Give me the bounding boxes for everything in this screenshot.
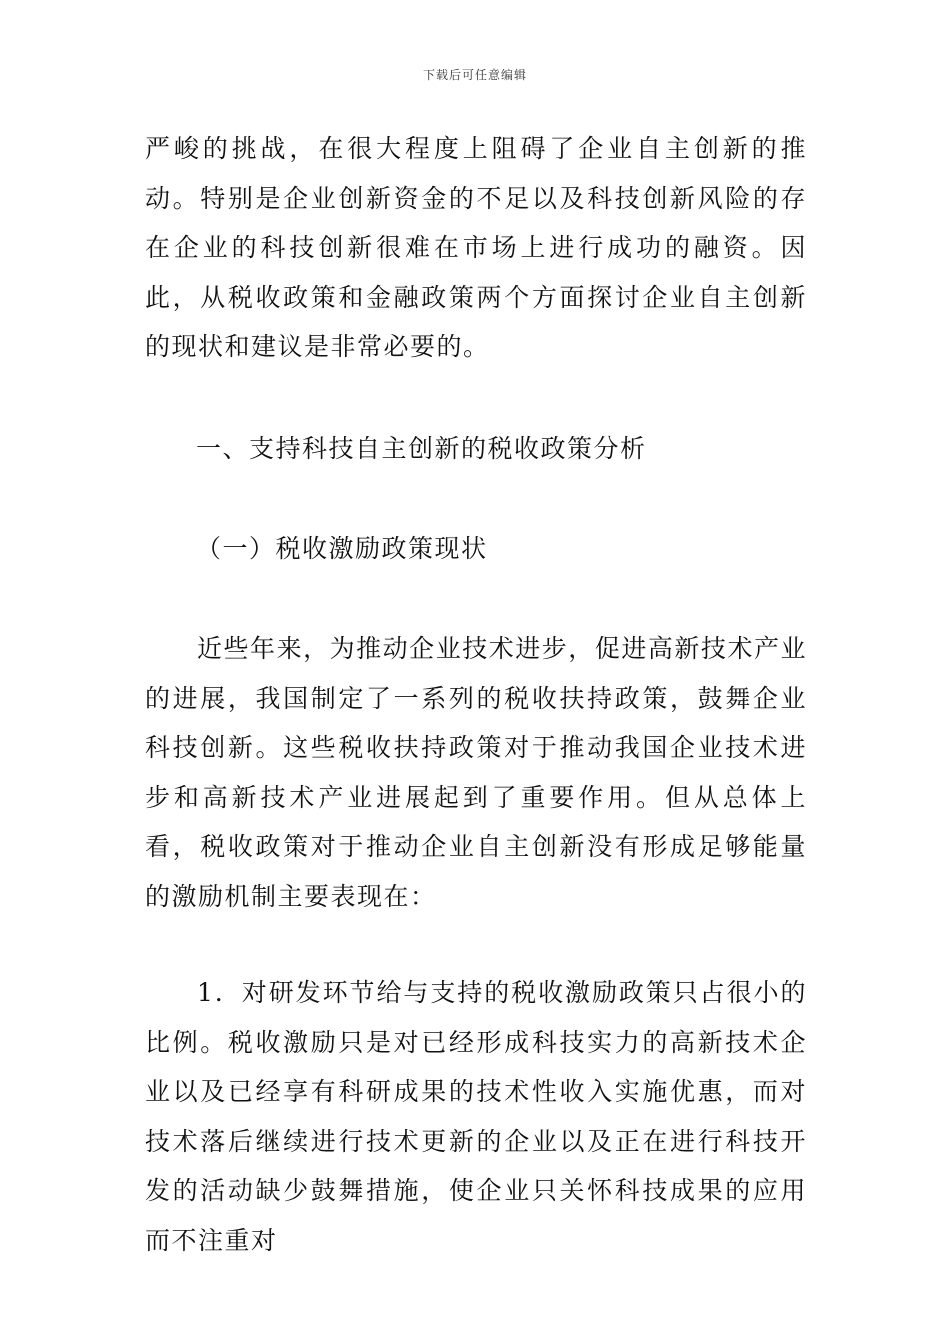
header-note: 下载后可任意编辑 — [422, 68, 527, 82]
subsection-heading: （一）税收激励政策现状 — [196, 534, 488, 563]
paragraph-intro-continued: 严峻的挑战，在很大程度上阻碍了企业自主创新的推动。特别是企业创新资金的不足以及科技创新风险的存在企业的科技创新很难在市场上进行成功的融资。因此，从税收政策和金融政策两个方面探讨企业自主创新的现状和建议是非常必要的。 — [145, 134, 807, 361]
paragraph-policy-status: 近些年来，为推动企业技术进步，促进高新技术产业的进展，我国制定了一系列的税收扶持政策，鼓舞企业科技创新。这些税收扶持政策对于推动我国企业技术进步和高新技术产业进展起到了重要作用。但从总体上看，税收政策对于推动企业自主创新没有形成足够能量的激励机制主要表现在： — [145, 634, 807, 911]
paragraph-point-1: 1．对研发环节给与支持的税收激励政策只占很小的比例。税收激励只是对已经形成科技实力的高新技术企业以及已经享有科研成果的技术性收入实施优惠，而对技术落后继续进行技术更新的企业以及正在进行科技开发的活动缺少鼓舞措施，使企业只关怀科技成果的应用而不注重对 — [145, 978, 807, 1255]
section-heading: 一、支持科技自主创新的税收政策分析 — [196, 434, 647, 463]
